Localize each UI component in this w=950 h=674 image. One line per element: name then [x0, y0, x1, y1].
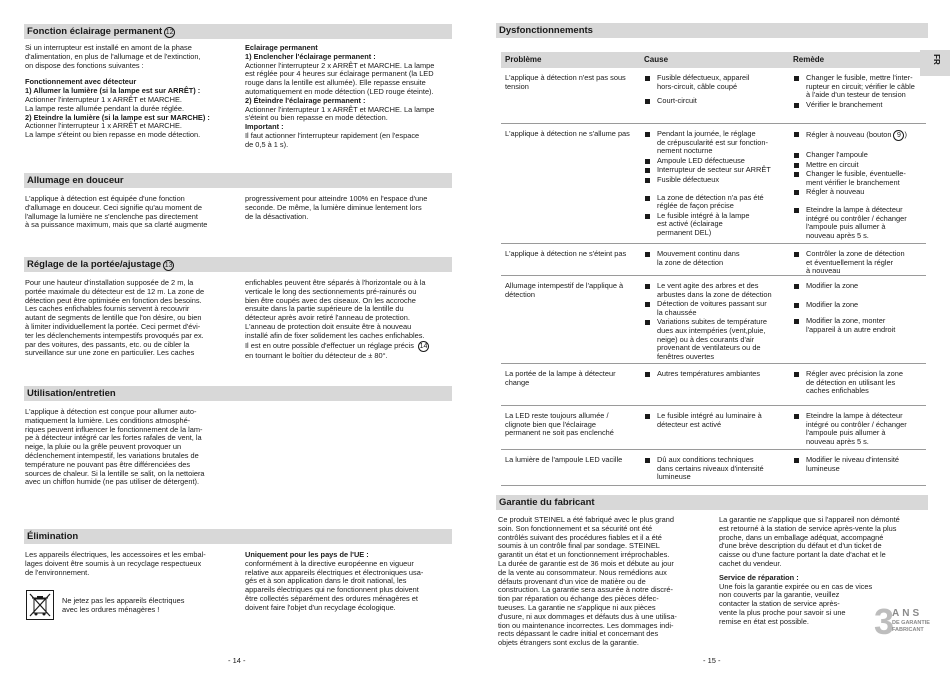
table-row: [501, 68, 926, 124]
section-title: Élimination: [27, 531, 79, 542]
badge-sub1: DE GARANTIE: [892, 620, 930, 626]
problem-cell: La LED reste toujours allumée / clignote bien que l'éclairage permanent ne soit pas enclenché: [505, 411, 614, 438]
table-row: [501, 406, 926, 450]
problem-cell: La lumière de l'ampoule LED vacille: [505, 455, 623, 464]
ref-number: 9: [893, 130, 904, 141]
paragraph: Actionner l'interrupteur 1 x ARRÊT et MARCHE. La lampe s'éteint ou bien repasse en mode détection.: [25, 121, 201, 140]
paragraph: en tournant le boîtier du détecteur de ± 80°.: [245, 350, 388, 360]
remedy-cell: [793, 370, 926, 397]
cause-cell: [644, 130, 780, 239]
page-number: - 14 -: [228, 656, 246, 665]
remedy-item: [793, 301, 926, 310]
badge-subtitle: [892, 620, 930, 633]
subheading: Service de réparation :: [719, 572, 799, 582]
remedy-text: Régler avec précision la zone de détection en utilisant les caches enfichables: [806, 369, 903, 396]
remedy-item: [793, 101, 926, 110]
paragraph: Actionner l'interrupteur 1 x ARRÊT et MARCHE. La lampe s'éteint ou bien repasse en mode détection.: [245, 104, 435, 123]
cause-item: Le fusible intégré à la lampe est activé (éclairage permanent DEL): [644, 212, 780, 238]
permanent-col2: [245, 44, 460, 150]
disposal-col2: [245, 551, 460, 613]
cause-item: Le fusible intégré au luminaire à détecteur est activé: [644, 412, 780, 429]
soft-col1: [25, 195, 240, 230]
malfunctions-table: [501, 52, 926, 486]
badge-sub2: FABRICANT: [892, 626, 924, 633]
cause-item: Fusible défectueux: [644, 176, 780, 185]
paragraph: Actionner l'interrupteur 2 x ARRÊT et MARCHE. La lampe est réglée pour 4 heures sur éclairage permanent (la LED rouge dans la lentille est allumée). Elle repasse ensuite automatiquement en mode détection (LED rouge éteinte).: [245, 60, 435, 96]
remedy-text: Modifier la zone: [806, 299, 859, 309]
table-header: [501, 52, 926, 68]
soft-col2: [245, 195, 460, 221]
subheading: 1) Enclencher l'éclairage permanent :: [245, 51, 376, 61]
cause-item: Pendant la journée, le réglage de crépuscularité est sur fonction- nement nocturne: [644, 130, 780, 156]
section-header-maintenance: [24, 386, 452, 401]
cause-item: Court-circuit: [644, 97, 780, 106]
section-header-disposal: [24, 529, 452, 544]
section-title: Dysfonctionnements: [499, 25, 593, 36]
section-title: Fonction éclairage permanent: [27, 26, 163, 37]
cause-cell: [644, 456, 780, 483]
paragraph: La garantie ne s'applique que si l'appareil non démonté est retourné à la station de service après-vente la plus proche, dans un emballage adéquat, accompagné d'une brève description du défaut et d'un ticket de caisse ou d'une facture portant la date d'achat et le cachet du vendeur.: [719, 515, 900, 568]
crossed-bin-icon: [26, 590, 54, 620]
remedy-item: [793, 170, 926, 187]
table-row: [501, 450, 926, 486]
subheading: Important :: [245, 122, 284, 132]
remedy-item: [793, 206, 926, 240]
remedy-text: Eteindre la lampe à détecteur intégré ou contrôler / échanger l'ampoule puis allumer à nouveau après 5 s.: [806, 204, 907, 240]
page-number: - 15 -: [703, 656, 721, 665]
cause-cell: [644, 74, 780, 107]
remedy-text: Changer le fusible, éventuelle- ment vérifier le branchement: [806, 169, 906, 187]
paragraph: Actionner l'interrupteur 1 x ARRÊT et MARCHE. La lampe reste allumée pendant la durée réglée.: [25, 94, 185, 113]
paragraph: Ne jetez pas les appareils électriques avec les ordures ménagères !: [62, 596, 185, 614]
remedy-item: [793, 370, 926, 396]
ref-number: 13: [164, 262, 173, 269]
cause-cell: [644, 412, 780, 430]
range-col1: [25, 279, 240, 358]
permanent-col1: [25, 44, 235, 140]
remedy-text: Contrôler la zone de détection et éventuellement la régler à nouveau: [806, 249, 905, 276]
remedy-item: [793, 250, 926, 276]
section-header-permanent: [24, 24, 452, 39]
paragraph: L'applique à détection est conçue pour allumer auto- matiquement la lumière. Les conditions atmosphé- riques peuvent influencer le fonctionnement de la lam- pe à détecteur intégré car les fortes rafales de vent, la neige, la pluie ou la grêle peuvent provoquer un déclenchement intempestif, les variations brutales de température ne pouvant pas être différenciées des sources de chaleur. Si la lentille se salit, on la nettoiera avec un chiffon humide (ne pas utiliser de détergent).: [25, 407, 205, 487]
cause-cell: [644, 370, 780, 380]
paragraph: Ce produit STEINEL a été fabriqué avec le plus grand soin. Son fonctionnement et sa sécurité ont été contrôlés suivant des procédures fiables et il a été soumis à un contrôle final par sondage. STEINEL garantit un état et un fonctionnement irréprochables. La durée de garantie est de 36 mois et débute au jour de la vente au consommateur. Nous remédions aux défauts provenant d'un vice de matière ou de construction. La garantie sera assurée à notre discré- tion par réparation ou échange des pièces défec- tueuses. La garantie ne s'applique ni aux pièces d'usure, ni aux dommages et défauts dus à une utilisa- tion ou maintenance incorrectes. Les dommages indi- rects dépassant le cadre initial et concernant des objets étrangers sont exclus de la garantie.: [498, 515, 677, 648]
range-col2: [245, 279, 460, 360]
table-row: [501, 124, 926, 244]
section-header-range: [24, 257, 452, 272]
remedy-item: [793, 74, 926, 100]
cause-item: Le vent agite des arbres et des arbustes dans la zone de détection: [644, 282, 780, 299]
section-title: Garantie du fabricant: [499, 497, 595, 508]
remedy-item: [793, 151, 926, 160]
section-title: Allumage en douceur: [27, 175, 124, 186]
column-header: Remède: [793, 55, 825, 64]
table-row: [501, 276, 926, 364]
subheading: 1) Allumer la lumière (si la lampe est sur ARRÊT) :: [25, 86, 201, 96]
cause-item: Ampoule LED défectueuse: [644, 157, 780, 166]
table-row: [501, 244, 926, 276]
disposal-col1: [25, 551, 240, 577]
section-header-malfunctions: [496, 23, 928, 38]
subheading: 2) Eteindre la lumière (si la lampe est sur MARCHE) :: [25, 112, 210, 122]
paragraph: Une fois la garantie expirée ou en cas de vices non couverts par la garantie, veuillez contacter la station de service après- vente la plus proche pour savoir si une remise en état est possible.: [719, 581, 873, 626]
paragraph: progressivement pour atteindre 100% en l'espace d'une seconde. De même, la lumière diminue lentement lors de la désactivation.: [245, 194, 428, 221]
section-header-soft: [24, 173, 452, 188]
problem-cell: L'applique à détection n'est pas sous tension: [505, 73, 626, 91]
remedy-item: [793, 188, 926, 197]
cause-item: Variations subites de température dues aux intempéries (vent,pluie, neige) ou à des courants d'air provenant de ventilateurs ou de fenêtres ouvertes: [644, 318, 780, 361]
ref-number: 14: [419, 342, 428, 350]
table-body: [501, 68, 926, 486]
table-row: [501, 364, 926, 406]
remedy-text: Modifier le niveau d'intensité lumineuse: [806, 455, 900, 473]
remedy-text: Modifier la zone, monter l'appareil à un autre endroit: [806, 316, 896, 334]
cause-cell: [644, 282, 780, 362]
cause-item: Dû aux conditions techniques dans certains niveaux d'intensité lumineuse: [644, 456, 780, 482]
remedy-cell: [793, 130, 926, 241]
warranty-badge: [874, 601, 934, 642]
subheading: Eclairage permanent: [245, 43, 318, 52]
problem-cell: Allumage intempestif de l'applique à détection: [505, 281, 624, 299]
remedy-text: Changer le fusible, mettre l'inter- rupteur en circuit; vérifier le câble à l'aide d'un testeur de tension: [806, 73, 915, 100]
remedy-cell: [793, 456, 926, 474]
subheading: Uniquement pour les pays de l'UE :: [245, 550, 369, 559]
paragraph: enfichables peuvent être séparés à l'horizontale ou à la verticale le long des sectionnements pré-rainurés ou bien être coupés avec des ciseaux. On les accroche ensuite dans la partie supérieure de la lentille du détecteur après avoir retiré l'anneau de protection. L'anneau de protection doit ensuite être à nouveau installé afin de fixer solidement les caches enfichables. Il est en outre possible d'effectuer un réglage précis: [245, 278, 426, 350]
remedy-item: [793, 317, 926, 334]
section-title: Réglage de la portée/ajustage: [27, 259, 162, 270]
cause-item: Fusible défectueux, appareil hors-circuit, câble coupé: [644, 74, 780, 91]
remedy-item: [793, 282, 926, 291]
paragraph: conformément à la directive européenne en vigueur relative aux appareils électriques et électroniques usa- gés et à son application dans le droit national, les appareils électriques qui ne fonctionnent plus doivent être collectés séparément des ordures ménagères et doivent faire l'objet d'un recyclage écologique.: [245, 558, 424, 612]
remedy-item: Régler à nouveau (bouton 9 ): [793, 130, 926, 141]
remedy-cell: [793, 282, 926, 335]
section-title: Utilisation/entretien: [27, 388, 116, 399]
cause-cell: [644, 250, 780, 268]
column-header: Cause: [644, 55, 669, 64]
badge-digit: 3: [874, 601, 895, 642]
remedy-item: [793, 412, 926, 446]
remedy-text: Vérifier le branchement: [806, 99, 883, 109]
paragraph: Les appareils électriques, les accessoires et les embal- lages doivent être soumis à un recyclage respectueux de l'environnement.: [25, 550, 206, 577]
remedy-text: Changer l'ampoule: [806, 150, 868, 159]
paragraph: Si un interrupteur est installé en amont de la phase d'alimentation, en plus de l'allumage et de l'extinction, on dispose des fonctions suivantes :: [25, 43, 201, 70]
cause-item: La zone de détection n'a pas été réglée de façon précise: [644, 194, 780, 211]
paragraph: Pour une hauteur d'installation supposée de 2 m, la portée maximale du détecteur est de 12 m. La zone de détection peut être optimisée en fonction des besoins. Les caches enfichables fournis servent à recouvrir autant de segments de lentille que l'on désire, ou bien à limiter individuellement la portée. Ceci permet d'évi- ter les déclenchements intempestifs provoqués par ex. par des voitures, des passants, etc. ou de cibler la surveillance sur une zone en particulier. Les caches: [25, 278, 205, 358]
remedy-item: [793, 161, 926, 170]
ref-number: 12: [165, 29, 174, 36]
cause-item: Détection de voitures passant sur la chaussée: [644, 300, 780, 317]
language-tab: [920, 50, 950, 76]
warranty-col1: [498, 516, 708, 648]
bin-warning: [62, 597, 232, 615]
remedy-text: Régler à nouveau: [806, 187, 865, 197]
subheading: Fonctionnement avec détecteur: [25, 77, 137, 87]
remedy-text: Modifier la zone: [806, 281, 859, 290]
problem-cell: L'applique à détection ne s'allume pas: [505, 129, 630, 138]
remedy-cell: [793, 250, 926, 277]
paragraph: L'applique à détection est équipée d'une fonction d'allumage en douceur. Ceci signifie qu'au moment de l'allumage la lumière ne s'enclenche pas directement à sa puissance maximum, mais que sa clarté augmente: [25, 194, 208, 230]
remedy-text: Régler à nouveau (bouton: [806, 130, 892, 139]
remedy-cell: [793, 412, 926, 447]
subheading: 2) Éteindre l'éclairage permanent :: [245, 95, 366, 105]
language-label: FR: [931, 54, 941, 65]
remedy-cell: [793, 74, 926, 110]
section-header-warranty: [496, 495, 928, 510]
problem-cell: L'applique à détection ne s'éteint pas: [505, 249, 627, 258]
remedy-text: Mettre en circuit: [806, 159, 859, 169]
cause-item: Interrupteur de secteur sur ARRÊT: [644, 166, 780, 175]
badge-word: ANS: [892, 608, 923, 619]
cause-item: Autres températures ambiantes: [644, 370, 780, 379]
paragraph: Il faut actionner l'interrupteur rapidement (en l'espace de 0,5 à 1 s).: [245, 130, 420, 149]
remedy-text: Eteindre la lampe à détecteur intégré ou contrôler / échanger l'ampoule puis allumer à nouveau après 5 s.: [806, 411, 907, 446]
column-header: Problème: [505, 55, 542, 64]
problem-cell: La portée de la lampe à détecteur change: [505, 369, 616, 387]
remedy-item: [793, 456, 926, 473]
cause-item: Mouvement continu dans la zone de détection: [644, 250, 780, 267]
maintenance-col1: [25, 408, 240, 487]
